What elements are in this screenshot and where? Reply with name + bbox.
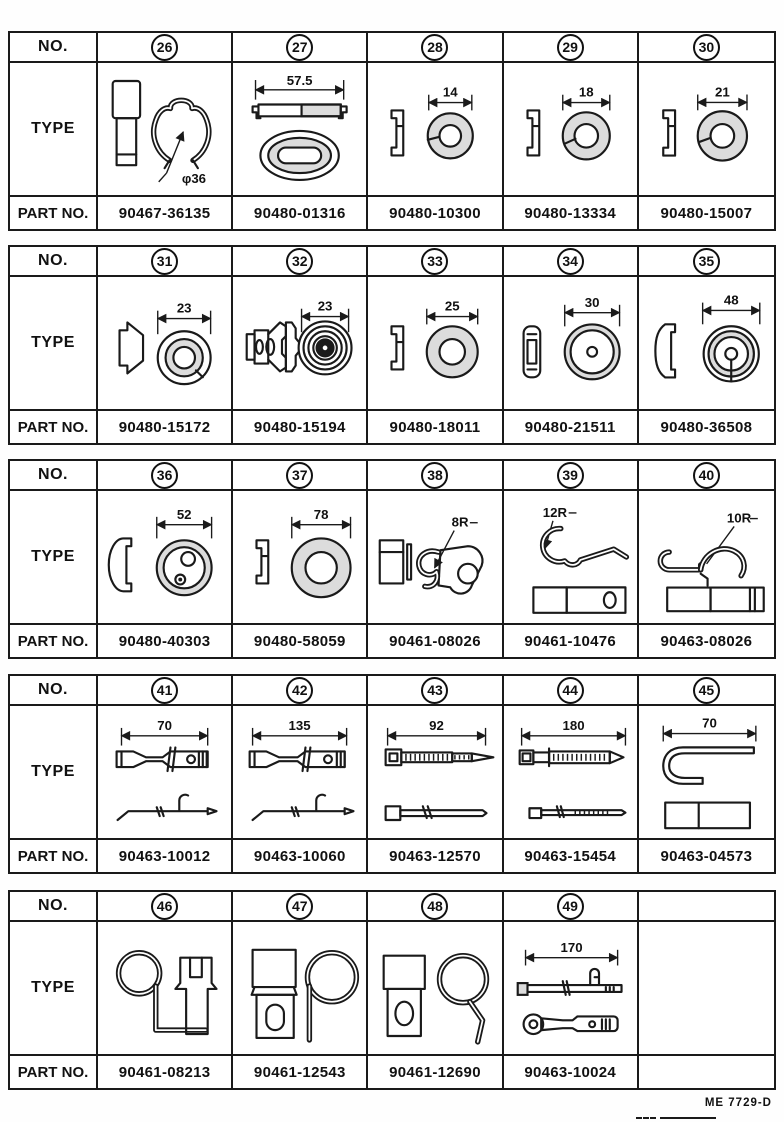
type-cell-35: [639, 277, 774, 411]
no-cell-48: [368, 892, 503, 922]
circled-number: 29: [557, 34, 584, 61]
type-cell-38: [368, 491, 503, 625]
grommet-illustration: [504, 277, 637, 409]
type-cell-48: [368, 922, 503, 1056]
row-label-part: PART NO.: [10, 840, 98, 872]
type-cell-44: [504, 706, 639, 840]
type-cell-27: [233, 63, 368, 197]
dim-label: 52: [176, 506, 192, 522]
type-cell-28: [368, 63, 503, 197]
row-label-no: NO.: [10, 461, 98, 491]
circled-number: 48: [421, 893, 448, 920]
no-cell-38: [368, 461, 503, 491]
type-cell-39: [504, 491, 639, 625]
circled-number: 44: [557, 677, 584, 704]
type-cell-46: [98, 922, 233, 1056]
dim-label: 78: [313, 506, 329, 522]
circled-number: 45: [693, 677, 720, 704]
grommet-illustration: [639, 277, 774, 409]
grommet-illustration: [233, 491, 366, 623]
no-cell-40: [639, 461, 774, 491]
clip-and-clamp-illustration: [233, 922, 366, 1054]
circled-number: 47: [286, 893, 313, 920]
row-label-no: NO.: [10, 676, 98, 706]
type-cell-32: [233, 277, 368, 411]
part-no-35: 90480-36508: [660, 418, 753, 436]
type-cell-40: [639, 491, 774, 625]
circled-number: 41: [151, 677, 178, 704]
grommet-illustration: [504, 63, 637, 195]
part-no-40: 90463-08026: [660, 632, 753, 650]
p-clip-terminal-illustration: [98, 922, 231, 1054]
oval-grommet-illustration: [233, 63, 366, 195]
part-no-27: 90480-01316: [233, 197, 368, 229]
type-cell-42: [233, 706, 368, 840]
type-cell-43: [368, 706, 503, 840]
no-cell-33: [368, 247, 503, 277]
push-clip-illustration: [233, 277, 366, 409]
type-cell-41: [98, 706, 233, 840]
parts-table-4: [8, 674, 776, 874]
part-no-28: 90480-10300: [368, 197, 503, 229]
part-no-39: 90461-10476: [504, 625, 639, 657]
dim-label: 18: [578, 84, 594, 100]
part-no-44: 90463-15454: [504, 840, 639, 872]
dim-label: 135: [288, 717, 311, 733]
parts-table-5: [8, 890, 776, 1090]
type-cell-29: [504, 63, 639, 197]
circled-number: 30: [693, 34, 720, 61]
page-code: ME 7729-D: [704, 1097, 772, 1109]
row-label-no: NO.: [10, 247, 98, 277]
clip-and-cap-illustration: [98, 63, 231, 195]
row-label-type: TYPE: [10, 277, 98, 411]
dim-label: 70: [157, 717, 172, 733]
dim-label: 180: [562, 717, 585, 733]
hook-clip-illustration: [639, 491, 774, 623]
rod-and-terminal-illustration: [504, 922, 637, 1054]
no-cell-29: [504, 33, 639, 63]
circled-number: 33: [421, 248, 448, 275]
no-cell-27: [233, 33, 368, 63]
part-no-41: 90463-10012: [98, 840, 233, 872]
grommet-illustration: [368, 63, 501, 195]
no-cell-45: [639, 676, 774, 706]
part-no-37: 90480-58059: [233, 625, 368, 657]
circled-number: 28: [421, 34, 448, 61]
no-cell-44: [504, 676, 639, 706]
row-label-type: TYPE: [10, 491, 98, 625]
circled-number: 34: [557, 248, 584, 275]
part-no-31: 90480-15172: [98, 411, 233, 443]
part-no-49: 90463-10024: [504, 1056, 639, 1088]
row-label-type: TYPE: [10, 922, 98, 1056]
circled-number: 42: [286, 677, 313, 704]
no-cell-37: [233, 461, 368, 491]
wiring-clamp-illustration: [98, 706, 231, 838]
row-label-part: PART NO.: [10, 1056, 98, 1088]
circled-number: 31: [151, 248, 178, 275]
no-cell-34: [504, 247, 639, 277]
dim-label: 14: [443, 84, 459, 100]
part-no-36: 90480-40303: [98, 625, 233, 657]
part-no-34: 90480-21511: [504, 411, 639, 443]
no-cell-42: [233, 676, 368, 706]
circled-number: 26: [151, 34, 178, 61]
type-cell-30: [639, 63, 774, 197]
no-cell-32: [233, 247, 368, 277]
dim-label: 70: [701, 715, 717, 731]
row-label-no: NO.: [10, 33, 98, 63]
type-cell-45: [639, 706, 774, 840]
circled-number: 36: [151, 462, 178, 489]
hook-clip-illustration: [504, 491, 637, 623]
row-label-part: PART NO.: [10, 197, 98, 229]
no-cell-47: [233, 892, 368, 922]
grommet-illustration: [368, 277, 501, 409]
circled-number: 40: [693, 462, 720, 489]
row-label-type: TYPE: [10, 63, 98, 197]
wiring-clamp-illustration: [233, 706, 366, 838]
parts-table-3: [8, 459, 776, 659]
no-cell-31: [98, 247, 233, 277]
type-cell-34: [504, 277, 639, 411]
footer-rule-dashes: [636, 1117, 656, 1119]
no-cell-26: [98, 33, 233, 63]
dim-label: 8R: [452, 514, 469, 530]
circled-number: 37: [286, 462, 313, 489]
type-cell-26: [98, 63, 233, 197]
type-cell-empty: [639, 922, 774, 1056]
dim-label: 57.5: [286, 72, 313, 88]
no-cell-43: [368, 676, 503, 706]
circled-number: 35: [693, 248, 720, 275]
grommet-illustration: [98, 491, 231, 623]
row-label-no: NO.: [10, 892, 98, 922]
dim-label: 10R: [726, 510, 752, 526]
type-cell-47: [233, 922, 368, 1056]
part-no-45: 90463-04573: [660, 847, 753, 865]
no-cell-36: [98, 461, 233, 491]
part-no-29: 90480-13334: [504, 197, 639, 229]
row-label-type: TYPE: [10, 706, 98, 840]
dim-label: 25: [445, 298, 460, 314]
circled-number: 46: [151, 893, 178, 920]
dim-label: 170: [560, 939, 583, 955]
clip-grommet-illustration: [98, 277, 231, 409]
row-label-part: PART NO.: [10, 625, 98, 657]
cable-tie-illustration: [504, 706, 637, 838]
type-cell-31: [98, 277, 233, 411]
footer-rule: [660, 1117, 716, 1119]
no-cell-30: [639, 33, 774, 63]
part-no-30: 90480-15007: [660, 204, 753, 222]
part-no-26: 90467-36135: [98, 197, 233, 229]
circled-number: 49: [557, 893, 584, 920]
no-cell-28: [368, 33, 503, 63]
no-cell-46: [98, 892, 233, 922]
dim-label: 23: [176, 300, 192, 316]
dim-label: 12R: [542, 504, 567, 520]
no-cell-empty: [639, 892, 774, 922]
parts-table-1: [8, 31, 776, 231]
type-cell-33: [368, 277, 503, 411]
part-no-38: 90461-08026: [368, 625, 503, 657]
type-cell-49: [504, 922, 639, 1056]
row-label-part: PART NO.: [10, 411, 98, 443]
circled-number: 43: [421, 677, 448, 704]
circled-number: 27: [286, 34, 313, 61]
circled-number: 32: [286, 248, 313, 275]
part-no-empty: [639, 1056, 774, 1088]
type-cell-36: [98, 491, 233, 625]
part-no-43: 90463-12570: [368, 840, 503, 872]
dim-label: 48: [723, 292, 739, 308]
part-no-47: 90461-12543: [233, 1056, 368, 1088]
hook-plate-illustration: [368, 491, 501, 623]
no-cell-41: [98, 676, 233, 706]
no-cell-35: [639, 247, 774, 277]
no-cell-49: [504, 892, 639, 922]
dim-label: 21: [714, 84, 730, 100]
part-no-32: 90480-15194: [233, 411, 368, 443]
dim-label: 30: [584, 294, 600, 310]
j-hook-illustration: [639, 706, 774, 838]
dim-label: φ36: [181, 170, 207, 186]
dim-label: 92: [429, 717, 445, 733]
circled-number: 39: [557, 462, 584, 489]
parts-table-2: [8, 245, 776, 445]
part-no-46: 90461-08213: [98, 1056, 233, 1088]
part-no-48: 90461-12690: [368, 1056, 503, 1088]
clip-and-clamp-illustration: [368, 922, 501, 1054]
part-no-33: 90480-18011: [368, 411, 503, 443]
part-no-42: 90463-10060: [233, 840, 368, 872]
no-cell-39: [504, 461, 639, 491]
grommet-illustration: [639, 63, 774, 195]
circled-number: 38: [421, 462, 448, 489]
dim-label: 23: [317, 298, 333, 314]
type-cell-37: [233, 491, 368, 625]
cable-tie-illustration: [368, 706, 501, 838]
